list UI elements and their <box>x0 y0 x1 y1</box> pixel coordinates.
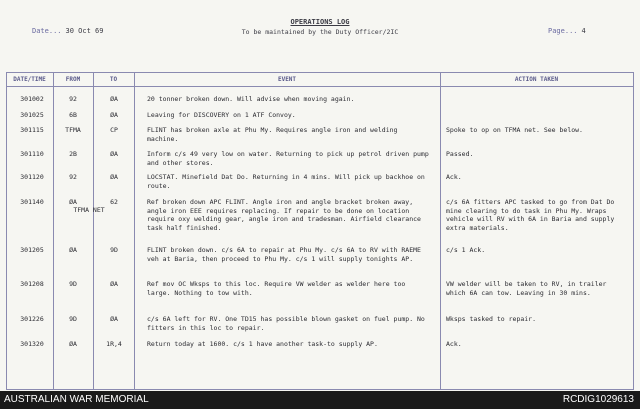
row-time: 301205 <box>20 246 44 254</box>
row-action: Ack. <box>446 173 462 181</box>
row-from: ØA <box>69 198 77 206</box>
row-to: ØA <box>110 315 118 323</box>
row-event: Leaving for DISCOVERY on 1 ATF Convoy. <box>147 111 296 119</box>
col-rule <box>633 72 634 390</box>
date-field <box>32 27 103 35</box>
row-from: 9D <box>69 315 77 323</box>
row-action: Spoke to op on TFMA net. See below. <box>446 126 583 134</box>
archive-footer <box>0 391 640 409</box>
row-event: LOCSTAT. Minefield Dat Do. Returning in 4 mins. Will pick up backhoe on route. <box>147 173 425 190</box>
row-from: TFMA <box>65 126 81 134</box>
archive-id: RCDIG1029613 <box>562 394 634 405</box>
col-rule <box>134 72 135 390</box>
row-action: Passed. <box>446 150 474 158</box>
col-header-action: ACTION TAKEN <box>514 76 559 83</box>
row-from: 92 <box>69 173 77 181</box>
row-time: 301115 <box>20 126 44 134</box>
col-header-time: DATE/TIME <box>13 76 46 83</box>
row-to: ØA <box>110 173 118 181</box>
row-from: ØA <box>69 340 77 348</box>
table-bottom-rule <box>6 389 634 390</box>
row-time: 301120 <box>20 173 44 181</box>
row-to: ØA <box>110 95 118 103</box>
row-time: 301110 <box>20 150 44 158</box>
log-title: OPERATIONS LOG <box>290 18 350 26</box>
row-action: c/s 1 Ack. <box>446 246 486 254</box>
col-header-event: EVENT <box>277 76 297 83</box>
row-event: Return today at 1600. c/s 1 have another task-to supply AP. <box>147 340 378 348</box>
date-value: 30 Oct 69 <box>65 27 104 35</box>
col-header-from: FROM <box>65 76 81 83</box>
row-from: 2B <box>69 150 77 158</box>
row-event: Ref mov OC Wksps to this loc. Require VW welder as welder here too large. Nothing to tow with. <box>147 280 406 297</box>
col-header-to: TO <box>109 76 118 83</box>
row-action: Wksps tasked to repair. <box>446 315 537 323</box>
row-from: 6B <box>69 111 77 119</box>
row-to: ØA <box>110 111 118 119</box>
row-time: 301025 <box>20 111 44 119</box>
row-time: 301320 <box>20 340 44 348</box>
page-field <box>548 27 586 35</box>
row-from: 9D <box>69 280 77 288</box>
row-time: 301140 <box>20 198 44 206</box>
row-event: FLINT broken down. c/s 6A to repair at Phu My. c/s 6A to RV with RAEME veh at Baria, then proceed to Phu My. c/s 1 will supply tonights AP. <box>147 246 421 263</box>
row-event: 20 tonner broken down. Will advise when moving again. <box>147 95 355 103</box>
row-time: 301208 <box>20 280 44 288</box>
row-to: 1R,4 <box>106 340 122 348</box>
row-to: 62 <box>110 198 118 206</box>
header-bottom-rule <box>6 86 634 87</box>
row-action: c/s 6A fitters APC tasked to go from Dat Do mine clearing to do task in Phu My. Wraps vehicle will RV with 6A in Baria and supply extra materials. <box>446 198 615 232</box>
table-top-rule <box>6 72 634 73</box>
log-subtitle: To be maintained by the Duty Officer/2IC <box>241 28 399 36</box>
row-time: 301226 <box>20 315 44 323</box>
row-action: VW welder will be taken to RV, in trailer which 6A can tow. Leaving in 30 mins. <box>446 280 607 297</box>
col-rule <box>93 72 94 390</box>
row-from: 92 <box>69 95 77 103</box>
col-rule <box>440 72 441 390</box>
date-label: Date... <box>32 27 62 35</box>
row-event: FLINT has broken axle at Phu My. Requires angle iron and welding machine. <box>147 126 398 143</box>
row-time: 301002 <box>20 95 44 103</box>
row-from: ØA <box>69 246 77 254</box>
col-rule <box>6 72 7 390</box>
row-event: c/s 6A left for RV. One TD15 has possible blown gasket on fuel pump. No fitters in this loc to repair. <box>147 315 425 332</box>
row-event: Ref broken down APC FLINT. Angle iron and angle bracket broken away, angle iron EEE requires replacing. If repair to be done on location require oxy welding gear, angle iron and tradesman. Airfield clearance task half finished. <box>147 198 421 232</box>
page-value: 4 <box>581 27 586 35</box>
row-to: CP <box>110 126 118 134</box>
page-label: Page... <box>548 27 578 35</box>
row-to: ØA <box>110 280 118 288</box>
row-to: 9D <box>110 246 118 254</box>
archive-name: AUSTRALIAN WAR MEMORIAL <box>4 394 149 405</box>
row-from-net: TFMA NET <box>73 206 105 214</box>
row-action: Ack. <box>446 340 462 348</box>
row-to: ØA <box>110 150 118 158</box>
row-event: Inform c/s 49 very low on water. Returning to pick up petrol driven pump and other stores. <box>147 150 429 167</box>
